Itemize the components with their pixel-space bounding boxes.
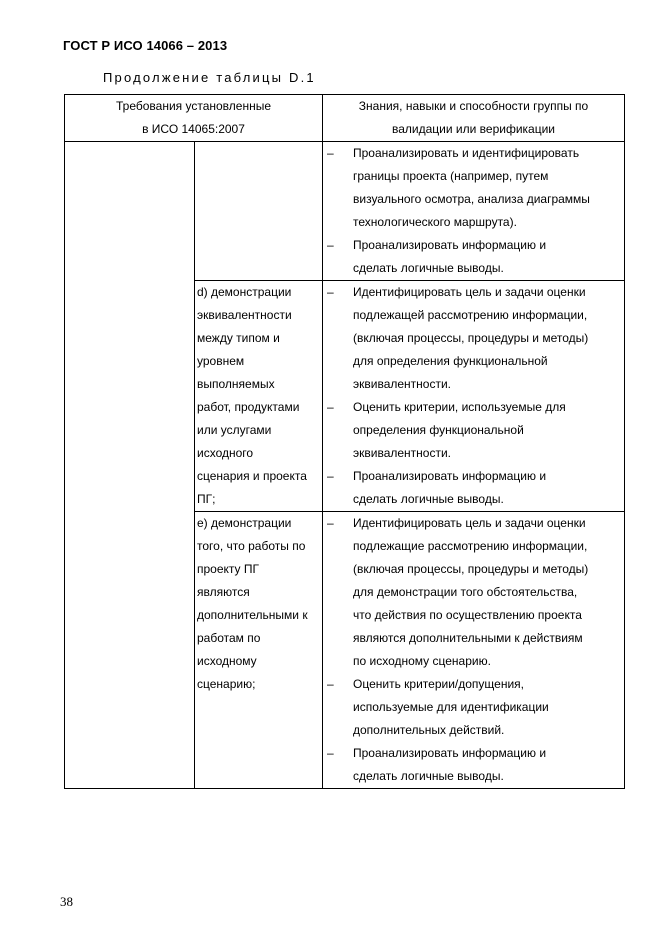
table-row (65, 142, 625, 281)
list-item (323, 512, 624, 673)
list-item (323, 281, 624, 396)
requirements-table (64, 94, 625, 789)
requirement-cell: e) демонстрации того, что работы по проекту ПГ являются дополнительными к работам по исходному сценарию; (195, 512, 323, 789)
section-cell-empty (65, 142, 195, 789)
list-item (323, 465, 624, 511)
dash-bullet: – (327, 400, 334, 414)
document-code: ГОСТ Р ИСО 14066 – 2013 (63, 38, 228, 53)
list-item-text: Идентифицировать цель и задачи оценки подлежащие рассмотрению информации, (включая процессы, процедуры и методы) для демонстрации того обстоятельства, что действия по осуществлению проекта являются дополнительными к действиям по исходному сценарию. (353, 516, 589, 668)
dash-bullet: – (327, 746, 334, 760)
dash-bullet: – (327, 516, 334, 530)
page-number: 38 (60, 894, 73, 909)
knowledge-cell (323, 512, 625, 789)
list-item-text: Проанализировать информацию и сделать логичные выводы. (353, 469, 547, 506)
list-item-text: Проанализировать информацию и сделать логичные выводы. (353, 238, 547, 275)
list-item-text: Идентифицировать цель и задачи оценки подлежащей рассмотрению информации, (включая процессы, процедуры и методы) для определения функциональной эквивалентности. (353, 285, 589, 391)
list-item (323, 673, 624, 742)
dash-bullet: – (327, 677, 334, 691)
list-item-text: Проанализировать и идентифицировать границы проекта (например, путем визуального осмотра, анализа диаграммы технологического маршрута). (353, 146, 590, 229)
dash-bullet: – (327, 285, 334, 299)
list-item-text: Оценить критерии/допущения, используемые для идентификации дополнительных действий. (353, 677, 549, 737)
dash-bullet: – (327, 146, 334, 160)
column-header-requirements: Требования установленные в ИСО 14065:2007 (65, 95, 323, 142)
dash-bullet: – (327, 238, 334, 252)
requirement-cell (195, 142, 323, 281)
list-item (323, 742, 624, 788)
list-item (323, 396, 624, 465)
list-item-text: Проанализировать информацию и сделать логичные выводы. (353, 746, 547, 783)
requirement-cell: d) демонстрации эквивалентности между типом и уровнем выполняемых работ, продуктами или услугами исходного сценария и проекта ПГ; (195, 281, 323, 512)
list-item (323, 142, 624, 234)
dash-bullet: – (327, 469, 334, 483)
knowledge-cell (323, 142, 625, 281)
column-header-knowledge: Знания, навыки и способности группы по валидации или верификации (323, 95, 625, 142)
table-continuation-caption: Продолжение таблицы D.1 (103, 70, 316, 85)
table-header-row (65, 95, 625, 142)
list-item (323, 234, 624, 280)
knowledge-cell (323, 281, 625, 512)
list-item-text: Оценить критерии, используемые для определения функциональной эквивалентности. (353, 400, 566, 460)
